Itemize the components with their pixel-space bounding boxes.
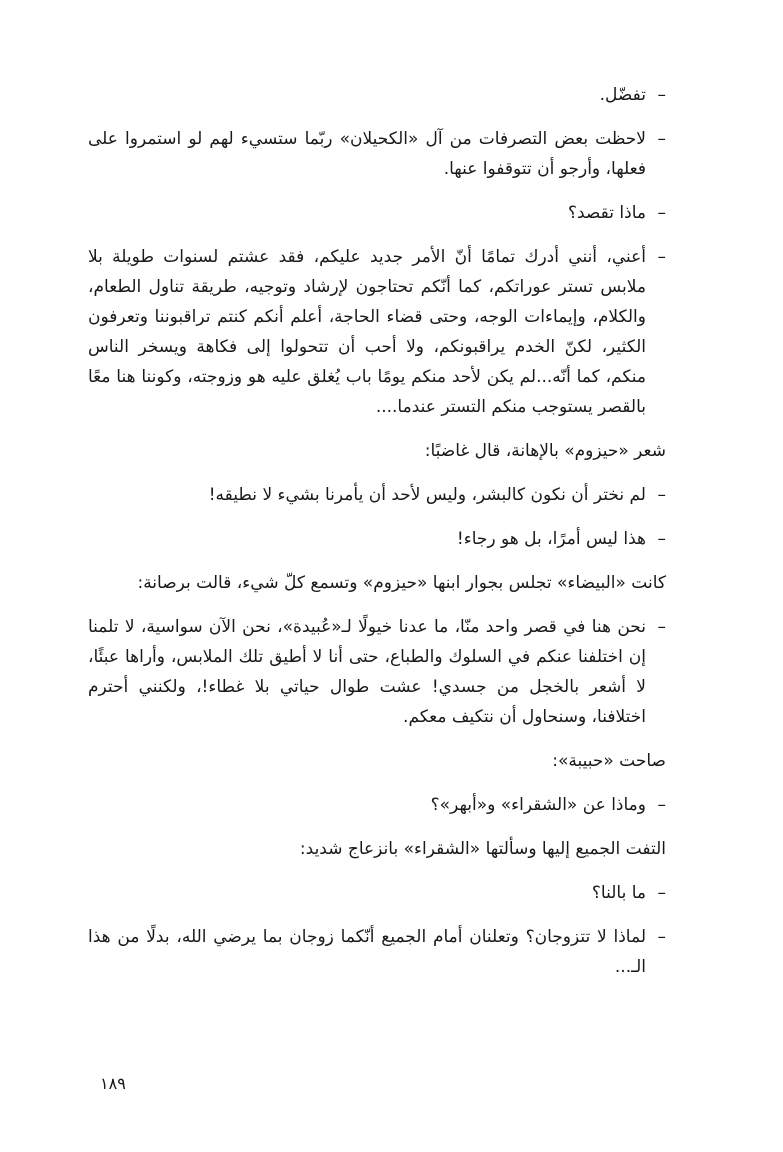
dialogue-dash: – xyxy=(657,927,666,947)
dialogue-dash: – xyxy=(657,129,666,149)
dialogue-line xyxy=(88,612,666,732)
dialogue-dash: – xyxy=(657,485,666,505)
paragraph-text: ماذا تقصد؟ xyxy=(567,203,646,223)
narration-line xyxy=(88,834,666,864)
dialogue-line xyxy=(88,198,666,228)
dialogue-line xyxy=(88,242,666,422)
paragraph-text: تفضّل. xyxy=(599,85,646,105)
dialogue-dash: – xyxy=(657,883,666,903)
paragraph-text: هذا ليس أمرًا، بل هو رجاء! xyxy=(456,529,646,549)
dialogue-dash: – xyxy=(657,203,666,223)
dialogue-line xyxy=(88,790,666,820)
dialogue-line xyxy=(88,524,666,554)
paragraph-text: وماذا عن «الشقراء» و«أبهر»؟ xyxy=(430,795,646,815)
dialogue-dash: – xyxy=(657,85,666,105)
paragraph-text: لماذا لا تتزوجان؟ وتعلنان أمام الجميع أنّكما زوجان بما يرضي الله، بدلًا من هذا الـ... xyxy=(88,927,646,977)
paragraph-text: أعني، أنني أدرك تمامًا أنّ الأمر جديد عليكم، فقد عشتم لسنوات طويلة بلا ملابس تستر عوراتكم، كما أنّكم تحتاجون لإرشاد وتوجيه، طريقة تناول الطعام، والكلام، وإيماءات الوجه، وحتى قضاء الحاجة، أعلم أنكم كنتم تراقبوننا وتعرفون الكثير، لكنّ الخدم يراقبونكم، ولا أحب أن تتحولوا إلى فكاهة ويسخر الناس منكم، كما أنّه...لم يكن لأحد منكم يومًا باب يُغلق عليه هو وزوجته، وكوننا هنا معًا بالقصر يستوجب منكم التستر عندما.... xyxy=(88,247,646,417)
paragraph-text: التفت الجميع إليها وسألتها «الشقراء» بانزعاج شديد: xyxy=(299,839,666,859)
dialogue-dash: – xyxy=(657,617,666,637)
paragraph-text: صاحت «حبيبة»: xyxy=(552,751,666,771)
dialogue-line xyxy=(88,124,666,184)
paragraph-text: شعر «حيزوم» بالإهانة، قال غاضبًا: xyxy=(424,441,666,461)
dialogue-line xyxy=(88,878,666,908)
page-body-text xyxy=(88,80,666,996)
dialogue-dash: – xyxy=(657,795,666,815)
page-number: ١٨٩ xyxy=(100,1074,126,1093)
dialogue-line xyxy=(88,80,666,110)
paragraph-text: نحن هنا في قصر واحد منّا، ما عدنا خيولًا لـ«عُبيدة»، نحن الآن سواسية، لا تلمنا إن اختلفنا عنكم في السلوك والطباع، حتى أنا لا أطيق تلك الملابس، وأراها عبئًا، لا أشعر بالخجل من جسدي! عشت طوال حياتي بلا غطاء!، ولكنني أحترم اختلافنا، وسنحاول أن نتكيف معكم. xyxy=(88,617,646,727)
dialogue-line xyxy=(88,480,666,510)
paragraph-text: لاحظت بعض التصرفات من آل «الكحيلان» ربّما ستسيء لهم لو استمروا على فعلها، وأرجو أن تتوقفوا عنها. xyxy=(88,129,646,179)
dialogue-dash: – xyxy=(657,529,666,549)
dialogue-line xyxy=(88,922,666,982)
narration-line xyxy=(88,568,666,598)
paragraph-text: ما بالنا؟ xyxy=(591,883,646,903)
paragraph-text: لم نختر أن نكون كالبشر، وليس لأحد أن يأمرنا بشيء لا نطيقه! xyxy=(208,485,646,505)
narration-line xyxy=(88,436,666,466)
dialogue-dash: – xyxy=(657,247,666,267)
paragraph-text: كانت «البيضاء» تجلس بجوار ابنها «حيزوم» وتسمع كلّ شيء، قالت برصانة: xyxy=(137,573,666,593)
narration-line xyxy=(88,746,666,776)
